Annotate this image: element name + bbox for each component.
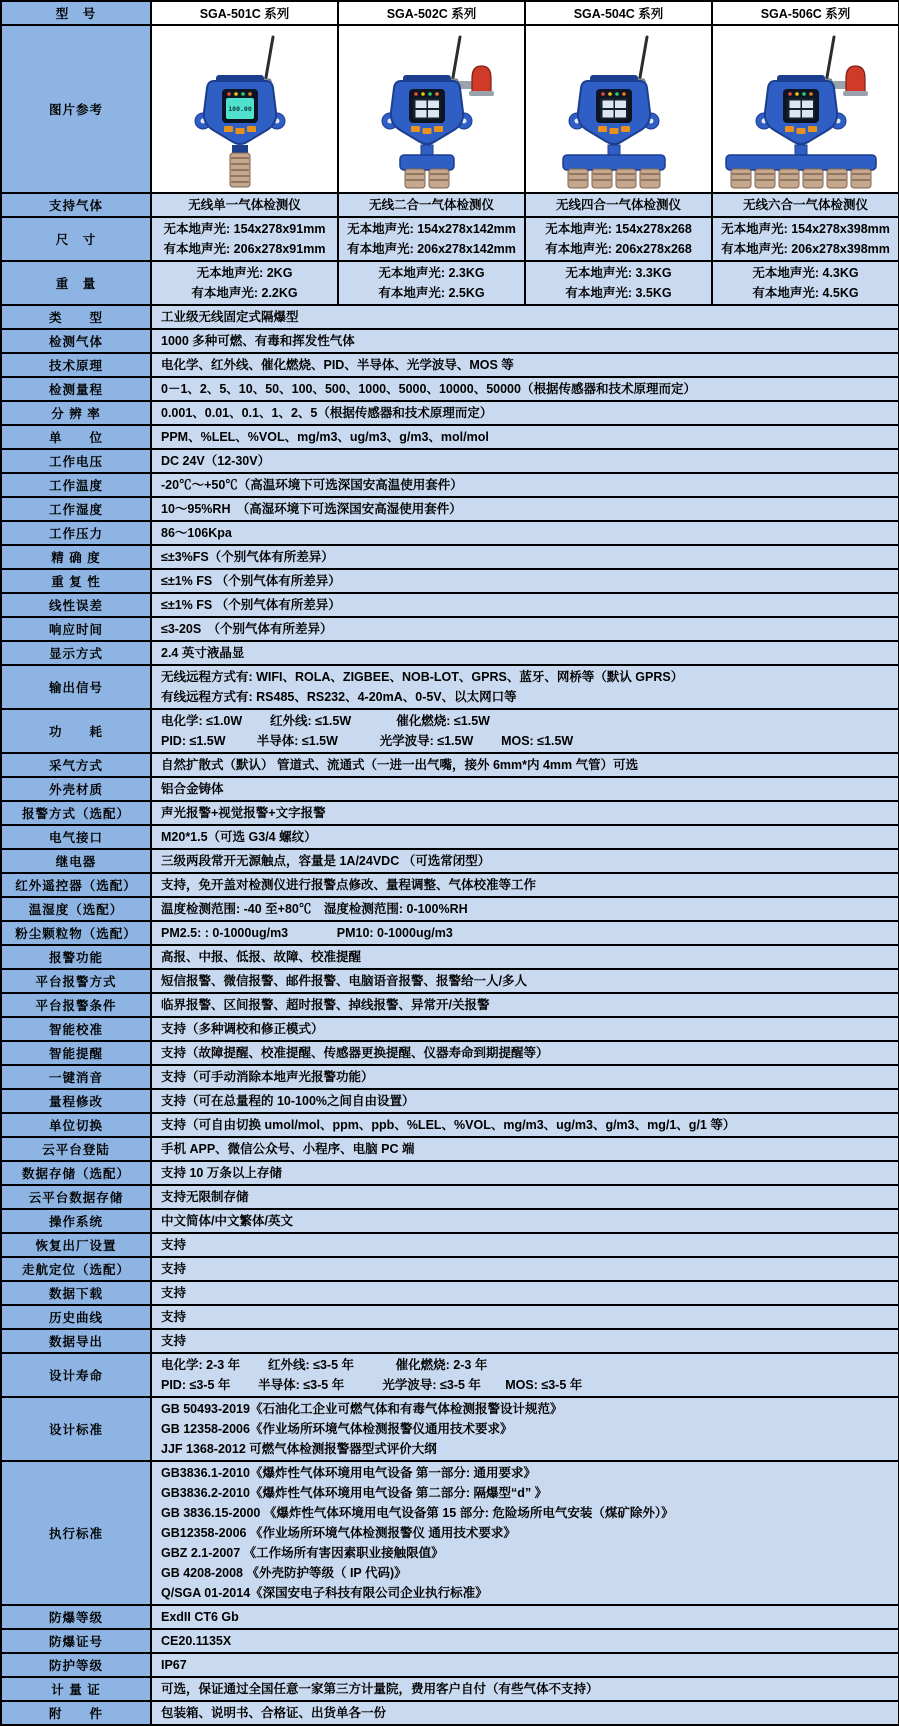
- value-line: 支持 10 万条以上存储: [161, 1166, 282, 1180]
- row-value-cell: [151, 1113, 899, 1137]
- gas-detector-4in1-icon: [526, 29, 712, 189]
- spec-row: [1, 1089, 899, 1113]
- spec-row: [1, 1065, 899, 1089]
- row-label: 执行标准: [1, 1461, 151, 1605]
- spec-row: [1, 1677, 899, 1701]
- row-value-cell: [151, 1701, 899, 1725]
- row-label: 数据下载: [1, 1281, 151, 1305]
- spec-row: [1, 801, 899, 825]
- row-value-cell: [151, 497, 899, 521]
- value-line: PID: ≤1.5W 半导体: ≤1.5W 光学波导: ≤1.5W MOS: ≤1.5W: [161, 734, 574, 748]
- device-image-cell-3: [712, 25, 899, 193]
- value-line: 可选，保证通过全国任意一家第三方计量院，费用客户自付（有些气体不支持）: [161, 1682, 599, 1696]
- value-line: 自然扩散式（默认） 管道式、流通式（一进一出气嘴，接外 6mm*内 4mm 气管）可选: [161, 758, 639, 772]
- spec-row: [1, 753, 899, 777]
- row-label: 防爆等级: [1, 1605, 151, 1629]
- row-label: 平台报警条件: [1, 993, 151, 1017]
- row-label: 工作电压: [1, 449, 151, 473]
- value-line: PM2.5: : 0-1000ug/m3 PM10: 0-1000ug/m3: [161, 926, 453, 940]
- spec-row: [1, 641, 899, 665]
- row-label: 云平台数据存储: [1, 1185, 151, 1209]
- value-line: 无本地声光: 154x278x268: [545, 222, 692, 236]
- gas-detector-6in1-icon: [713, 29, 899, 189]
- row-value-cell: [151, 425, 899, 449]
- value-line: 有线远程方式有: RS485、RS232、4-20mA、0-5V、以太网口等: [161, 690, 517, 704]
- value-line: 电化学: 2-3 年 红外线: ≤3-5 年 催化燃烧: 2-3 年: [161, 1358, 488, 1372]
- row-label: 历史曲线: [1, 1305, 151, 1329]
- row-value-cell: [151, 709, 899, 753]
- value-line: Q/SGA 01-2014《深国安电子科技有限公司企业执行标准》: [161, 1586, 488, 1600]
- value-line: 无线二合一气体检测仪: [368, 198, 494, 212]
- row-label: 防爆证号: [1, 1629, 151, 1653]
- value-line: 支持（可在总量程的 10-100%之间自由设置）: [161, 1094, 415, 1108]
- row-label: 数据导出: [1, 1329, 151, 1353]
- value-line: PID: ≤3-5 年 半导体: ≤3-5 年 光学波导: ≤3-5 年 MOS: ≤3-5 年: [161, 1378, 583, 1392]
- row-value-cell: [151, 1233, 899, 1257]
- row-value-cell: [151, 1677, 899, 1701]
- row-value-cell: [151, 353, 899, 377]
- spec-row: [1, 1629, 899, 1653]
- model-header-row: [1, 1, 899, 25]
- row-label: 电气接口: [1, 825, 151, 849]
- spec-row: [1, 993, 899, 1017]
- spec-row: [1, 353, 899, 377]
- row-value-cell: [151, 1329, 899, 1353]
- value-line: 中文简体/中文繁体/英文: [161, 1214, 293, 1228]
- value-line: GB3836.1-2010《爆炸性气体环境用电气设备 第一部分: 通用要求》: [161, 1466, 537, 1480]
- row-value-cell: [151, 825, 899, 849]
- row-value-cell: [151, 1065, 899, 1089]
- row-value-cell: [525, 217, 712, 261]
- value-line: 有本地声光: 4.5KG: [752, 286, 859, 300]
- image-reference-row: [1, 25, 899, 193]
- row-label: 类 型: [1, 305, 151, 329]
- spec-row: [1, 873, 899, 897]
- value-line: JJF 1368-2012 可燃气体检测报警器型式评价大纲: [161, 1442, 437, 1456]
- spec-row: [1, 897, 899, 921]
- value-line: 有本地声光: 206x278x268: [545, 242, 692, 256]
- row-label: 输出信号: [1, 665, 151, 709]
- row-value-cell: [151, 377, 899, 401]
- value-line: GB 50493-2019《石油化工企业可燃气体和有毒气体检测报警设计规范》: [161, 1402, 563, 1416]
- row-value-cell: [151, 569, 899, 593]
- model-header-label: 型 号: [1, 1, 151, 25]
- row-label: 防护等级: [1, 1653, 151, 1677]
- row-label: 智能校准: [1, 1017, 151, 1041]
- row-label: 智能提醒: [1, 1041, 151, 1065]
- row-label: 精 确 度: [1, 545, 151, 569]
- row-value-cell: [151, 641, 899, 665]
- row-value-cell: [151, 801, 899, 825]
- value-line: 0.001、0.01、0.1、1、2、5（根据传感器和技术原理而定）: [161, 406, 493, 420]
- spec-row: [1, 969, 899, 993]
- row-label: 支持气体: [1, 193, 151, 217]
- row-value-cell: [151, 1281, 899, 1305]
- value-line: GB12358-2006 《作业场所环境气体检测报警仪 通用技术要求》: [161, 1526, 516, 1540]
- spec-row: [1, 1701, 899, 1725]
- value-line: 有本地声光: 206x278x398mm: [721, 242, 890, 256]
- row-value-cell: [151, 217, 338, 261]
- value-line: GB 12358-2006《作业场所环境气体检测报警仪通用技术要求》: [161, 1422, 513, 1436]
- spec-row: [1, 1209, 899, 1233]
- row-label: 检测量程: [1, 377, 151, 401]
- row-label: 尺 寸: [1, 217, 151, 261]
- gas-detector-2in1-icon: [339, 29, 525, 189]
- value-line: 支持: [161, 1334, 187, 1348]
- row-label: 计 量 证: [1, 1677, 151, 1701]
- value-line: 1000 多种可燃、有毒和挥发性气体: [161, 334, 355, 348]
- value-line: 10～95%RH （高湿环境下可选深国安高湿使用套件）: [161, 502, 462, 516]
- row-value-cell: [151, 193, 338, 217]
- row-label: 线性误差: [1, 593, 151, 617]
- value-line: 有本地声光: 3.5KG: [565, 286, 672, 300]
- spec-row: [1, 617, 899, 641]
- row-value-cell: [151, 1605, 899, 1629]
- row-value-cell: [712, 261, 899, 305]
- value-line: 无本地声光: 154x278x91mm: [163, 222, 326, 236]
- row-value-cell: [151, 1397, 899, 1461]
- value-line: 工业级无线固定式隔爆型: [161, 310, 299, 324]
- device-image-cell-2: [525, 25, 712, 193]
- device-image-cell-0: [151, 25, 338, 193]
- spec-row: [1, 825, 899, 849]
- spec-row: [1, 1041, 899, 1065]
- row-label: 工作湿度: [1, 497, 151, 521]
- row-label: 显示方式: [1, 641, 151, 665]
- spec-row: [1, 261, 899, 305]
- value-line: 有本地声光: 2.5KG: [378, 286, 485, 300]
- row-label: 采气方式: [1, 753, 151, 777]
- model-header-2: SGA-504C 系列: [525, 1, 712, 25]
- row-value-cell: [151, 1305, 899, 1329]
- row-value-cell: [151, 993, 899, 1017]
- value-line: 支持，免开盖对检测仪进行报警点修改、量程调整、气体校准等工作: [161, 878, 537, 892]
- row-value-cell: [151, 305, 899, 329]
- spec-row: [1, 1305, 899, 1329]
- value-line: 电化学: ≤1.0W 红外线: ≤1.5W 催化燃烧: ≤1.5W: [161, 714, 490, 728]
- spec-row: [1, 1329, 899, 1353]
- row-value-cell: [151, 329, 899, 353]
- row-label: 技术原理: [1, 353, 151, 377]
- row-label: 工作压力: [1, 521, 151, 545]
- value-line: 无线远程方式有: WIFI、ROLA、ZIGBEE、NOB-LOT、GPRS、蓝牙、网桥等（默认 GPRS）: [161, 670, 684, 684]
- row-label: 温湿度（选配）: [1, 897, 151, 921]
- value-line: IP67: [161, 1658, 187, 1672]
- row-value-cell: [151, 1185, 899, 1209]
- row-label: 继电器: [1, 849, 151, 873]
- row-label: 红外遥控器（选配）: [1, 873, 151, 897]
- row-value-cell: [712, 217, 899, 261]
- row-value-cell: [338, 261, 525, 305]
- row-label: 操作系统: [1, 1209, 151, 1233]
- value-line: 无本地声光: 4.3KG: [752, 266, 859, 280]
- row-value-cell: [151, 1653, 899, 1677]
- row-value-cell: [151, 473, 899, 497]
- row-label: 走航定位（选配）: [1, 1257, 151, 1281]
- row-value-cell: [151, 1017, 899, 1041]
- model-header-3: SGA-506C 系列: [712, 1, 899, 25]
- spec-row: [1, 217, 899, 261]
- value-line: -20℃～+50℃（高温环境下可选深国安高温使用套件）: [161, 478, 463, 492]
- spec-row: [1, 1353, 899, 1397]
- spec-row: [1, 425, 899, 449]
- row-label: 粉尘颗粒物（选配）: [1, 921, 151, 945]
- spec-row: [1, 1397, 899, 1461]
- spec-row: [1, 1113, 899, 1137]
- value-line: 无线四合一气体检测仪: [555, 198, 681, 212]
- row-value-cell: [151, 897, 899, 921]
- value-line: 0－1、2、5、10、50、100、500、1000、5000、10000、50000（根据传感器和技术原理而定）: [161, 382, 696, 396]
- value-line: 无本地声光: 2.3KG: [378, 266, 485, 280]
- value-line: CE20.1135X: [161, 1634, 232, 1648]
- spec-row: [1, 1137, 899, 1161]
- row-label: 报警方式（选配）: [1, 801, 151, 825]
- value-line: 2.4 英寸液晶显: [161, 646, 245, 660]
- spec-row: [1, 1161, 899, 1185]
- row-label: 重 量: [1, 261, 151, 305]
- value-line: 温度检测范围: -40 至+80℃ 湿度检测范围: 0-100%RH: [161, 902, 468, 916]
- value-line: 声光报警+视觉报警+文字报警: [161, 806, 326, 820]
- spec-row: [1, 1653, 899, 1677]
- row-label: 设计寿命: [1, 1353, 151, 1397]
- value-line: ≤±1% FS （个别气体有所差异）: [161, 574, 341, 588]
- spec-row: [1, 473, 899, 497]
- spec-row: [1, 593, 899, 617]
- row-value-cell: [151, 521, 899, 545]
- value-line: 铝合金铸体: [161, 782, 224, 796]
- value-line: 高报、中报、低报、故障、校准提醒: [161, 950, 362, 964]
- row-value-cell: [151, 1461, 899, 1605]
- row-value-cell: [525, 193, 712, 217]
- row-label: 数据存储（选配）: [1, 1161, 151, 1185]
- row-value-cell: [151, 1257, 899, 1281]
- row-value-cell: [151, 593, 899, 617]
- value-line: GBZ 2.1-2007 《工作场所有害因素职业接触限值》: [161, 1546, 444, 1560]
- spec-row: [1, 449, 899, 473]
- spec-row: [1, 569, 899, 593]
- value-line: 无线六合一气体检测仪: [742, 198, 868, 212]
- spec-row: [1, 665, 899, 709]
- value-line: ≤3-20S （个别气体有所差异）: [161, 622, 333, 636]
- value-line: DC 24V（12-30V）: [161, 454, 271, 468]
- value-line: 支持: [161, 1286, 187, 1300]
- value-line: 支持（可手动消除本地声光报警功能）: [161, 1070, 374, 1084]
- row-value-cell: [151, 617, 899, 641]
- row-value-cell: [151, 777, 899, 801]
- spec-row: [1, 1605, 899, 1629]
- value-line: 电化学、红外线、催化燃烧、PID、半导体、光学波导、MOS 等: [161, 358, 514, 372]
- row-value-cell: [151, 945, 899, 969]
- row-label: 单 位: [1, 425, 151, 449]
- row-label: 附 件: [1, 1701, 151, 1725]
- row-label: 恢复出厂设置: [1, 1233, 151, 1257]
- device-image-cell-1: [338, 25, 525, 193]
- spec-row: [1, 193, 899, 217]
- value-line: 有本地声光: 206x278x91mm: [163, 242, 326, 256]
- row-value-cell: [151, 753, 899, 777]
- value-line: 无本地声光: 154x278x142mm: [347, 222, 516, 236]
- value-line: 三级两段常开无源触点，容量是 1A/24VDC （可选常闭型）: [161, 854, 491, 868]
- value-line: 无本地声光: 3.3KG: [565, 266, 672, 280]
- row-value-cell: [151, 449, 899, 473]
- row-value-cell: [151, 969, 899, 993]
- value-line: ≤±3%FS（个别气体有所差异）: [161, 550, 334, 564]
- row-value-cell: [151, 1209, 899, 1233]
- value-line: 支持: [161, 1310, 187, 1324]
- row-value-cell: [151, 849, 899, 873]
- value-line: 无本地声光: 2KG: [196, 266, 293, 280]
- spec-row: [1, 1461, 899, 1605]
- row-label: 量程修改: [1, 1089, 151, 1113]
- svg-text:100.00: 100.00: [228, 105, 252, 113]
- value-line: M20*1.5（可选 G3/4 螺纹）: [161, 830, 317, 844]
- value-line: 临界报警、区间报警、超时报警、掉线报警、异常开/关报警: [161, 998, 490, 1012]
- value-line: 支持: [161, 1262, 187, 1276]
- value-line: PPM、%LEL、%VOL、mg/m3、ug/m3、g/m3、mol/mol: [161, 430, 489, 444]
- row-value-cell: [151, 401, 899, 425]
- spec-row: [1, 709, 899, 753]
- spec-row: [1, 1257, 899, 1281]
- row-label: 单位切换: [1, 1113, 151, 1137]
- row-value-cell: [151, 1089, 899, 1113]
- value-line: 无本地声光: 154x278x398mm: [721, 222, 890, 236]
- row-value-cell: [525, 261, 712, 305]
- value-line: 86～106Kpa: [161, 526, 232, 540]
- row-value-cell: [151, 1161, 899, 1185]
- row-value-cell: [338, 193, 525, 217]
- value-line: GB3836.2-2010《爆炸性气体环境用电气设备 第二部分: 隔爆型“d” 》: [161, 1486, 548, 1500]
- row-label: 工作温度: [1, 473, 151, 497]
- spec-row: [1, 545, 899, 569]
- spec-row: [1, 777, 899, 801]
- row-value-cell: [151, 921, 899, 945]
- model-header-1: SGA-502C 系列: [338, 1, 525, 25]
- value-line: 包装箱、说明书、合格证、出货单各一份: [161, 1706, 387, 1720]
- spec-row: [1, 849, 899, 873]
- value-line: GB 3836.15-2000 《爆炸性气体环境用电气设备第 15 部分: 危险场所电气安装（煤矿除外）》: [161, 1506, 674, 1520]
- row-label: 功 耗: [1, 709, 151, 753]
- row-value-cell: [151, 1629, 899, 1653]
- spec-row: [1, 1233, 899, 1257]
- row-value-cell: [712, 193, 899, 217]
- spec-row: [1, 401, 899, 425]
- row-value-cell: [151, 1353, 899, 1397]
- spec-row: [1, 305, 899, 329]
- row-label: 检测气体: [1, 329, 151, 353]
- value-line: 手机 APP、微信公众号、小程序、电脑 PC 端: [161, 1142, 415, 1156]
- row-value-cell: [151, 665, 899, 709]
- row-value-cell: [151, 545, 899, 569]
- row-label: 响应时间: [1, 617, 151, 641]
- value-line: 短信报警、微信报警、邮件报警、电脑语音报警、报警给一人/多人: [161, 974, 527, 988]
- value-line: ExdII CT6 Gb: [161, 1610, 239, 1624]
- value-line: 有本地声光: 206x278x142mm: [347, 242, 516, 256]
- value-line: 支持无限制存储: [161, 1190, 249, 1204]
- row-value-cell: [151, 261, 338, 305]
- row-value-cell: [151, 873, 899, 897]
- row-label: 平台报警方式: [1, 969, 151, 993]
- row-label: 重 复 性: [1, 569, 151, 593]
- gas-detector-single-sensor-icon: [152, 29, 338, 189]
- spec-row: [1, 1281, 899, 1305]
- row-value-cell: [151, 1137, 899, 1161]
- spec-row: [1, 377, 899, 401]
- value-line: 支持（多种调校和修正模式）: [161, 1022, 324, 1036]
- spec-row: [1, 945, 899, 969]
- row-label: 分 辨 率: [1, 401, 151, 425]
- row-label: 云平台登陆: [1, 1137, 151, 1161]
- value-line: GB 4208-2008 《外壳防护等级（ IP 代码)》: [161, 1566, 407, 1580]
- row-label: 一键消音: [1, 1065, 151, 1089]
- value-line: ≤±1% FS （个别气体有所差异）: [161, 598, 341, 612]
- model-header-0: SGA-501C 系列: [151, 1, 338, 25]
- value-line: 支持: [161, 1238, 187, 1252]
- spec-row: [1, 1017, 899, 1041]
- spec-row: [1, 921, 899, 945]
- spec-row: [1, 497, 899, 521]
- row-value-cell: [338, 217, 525, 261]
- value-line: 有本地声光: 2.2KG: [191, 286, 298, 300]
- spec-row: [1, 521, 899, 545]
- spec-row: [1, 1185, 899, 1209]
- row-value-cell: [151, 1041, 899, 1065]
- value-line: 支持（故障提醒、校准提醒、传感器更换提醒、仪器寿命到期提醒等）: [161, 1046, 549, 1060]
- row-label: 外壳材质: [1, 777, 151, 801]
- image-row-label: 图片参考: [1, 25, 151, 193]
- spec-row: [1, 329, 899, 353]
- value-line: 支持（可自由切换 umol/mol、ppm、ppb、%LEL、%VOL、mg/m3、ug/m3、g/m3、mg/1、g/1 等）: [161, 1118, 736, 1132]
- row-label: 设计标准: [1, 1397, 151, 1461]
- value-line: 无线单一气体检测仪: [188, 198, 301, 212]
- row-label: 报警功能: [1, 945, 151, 969]
